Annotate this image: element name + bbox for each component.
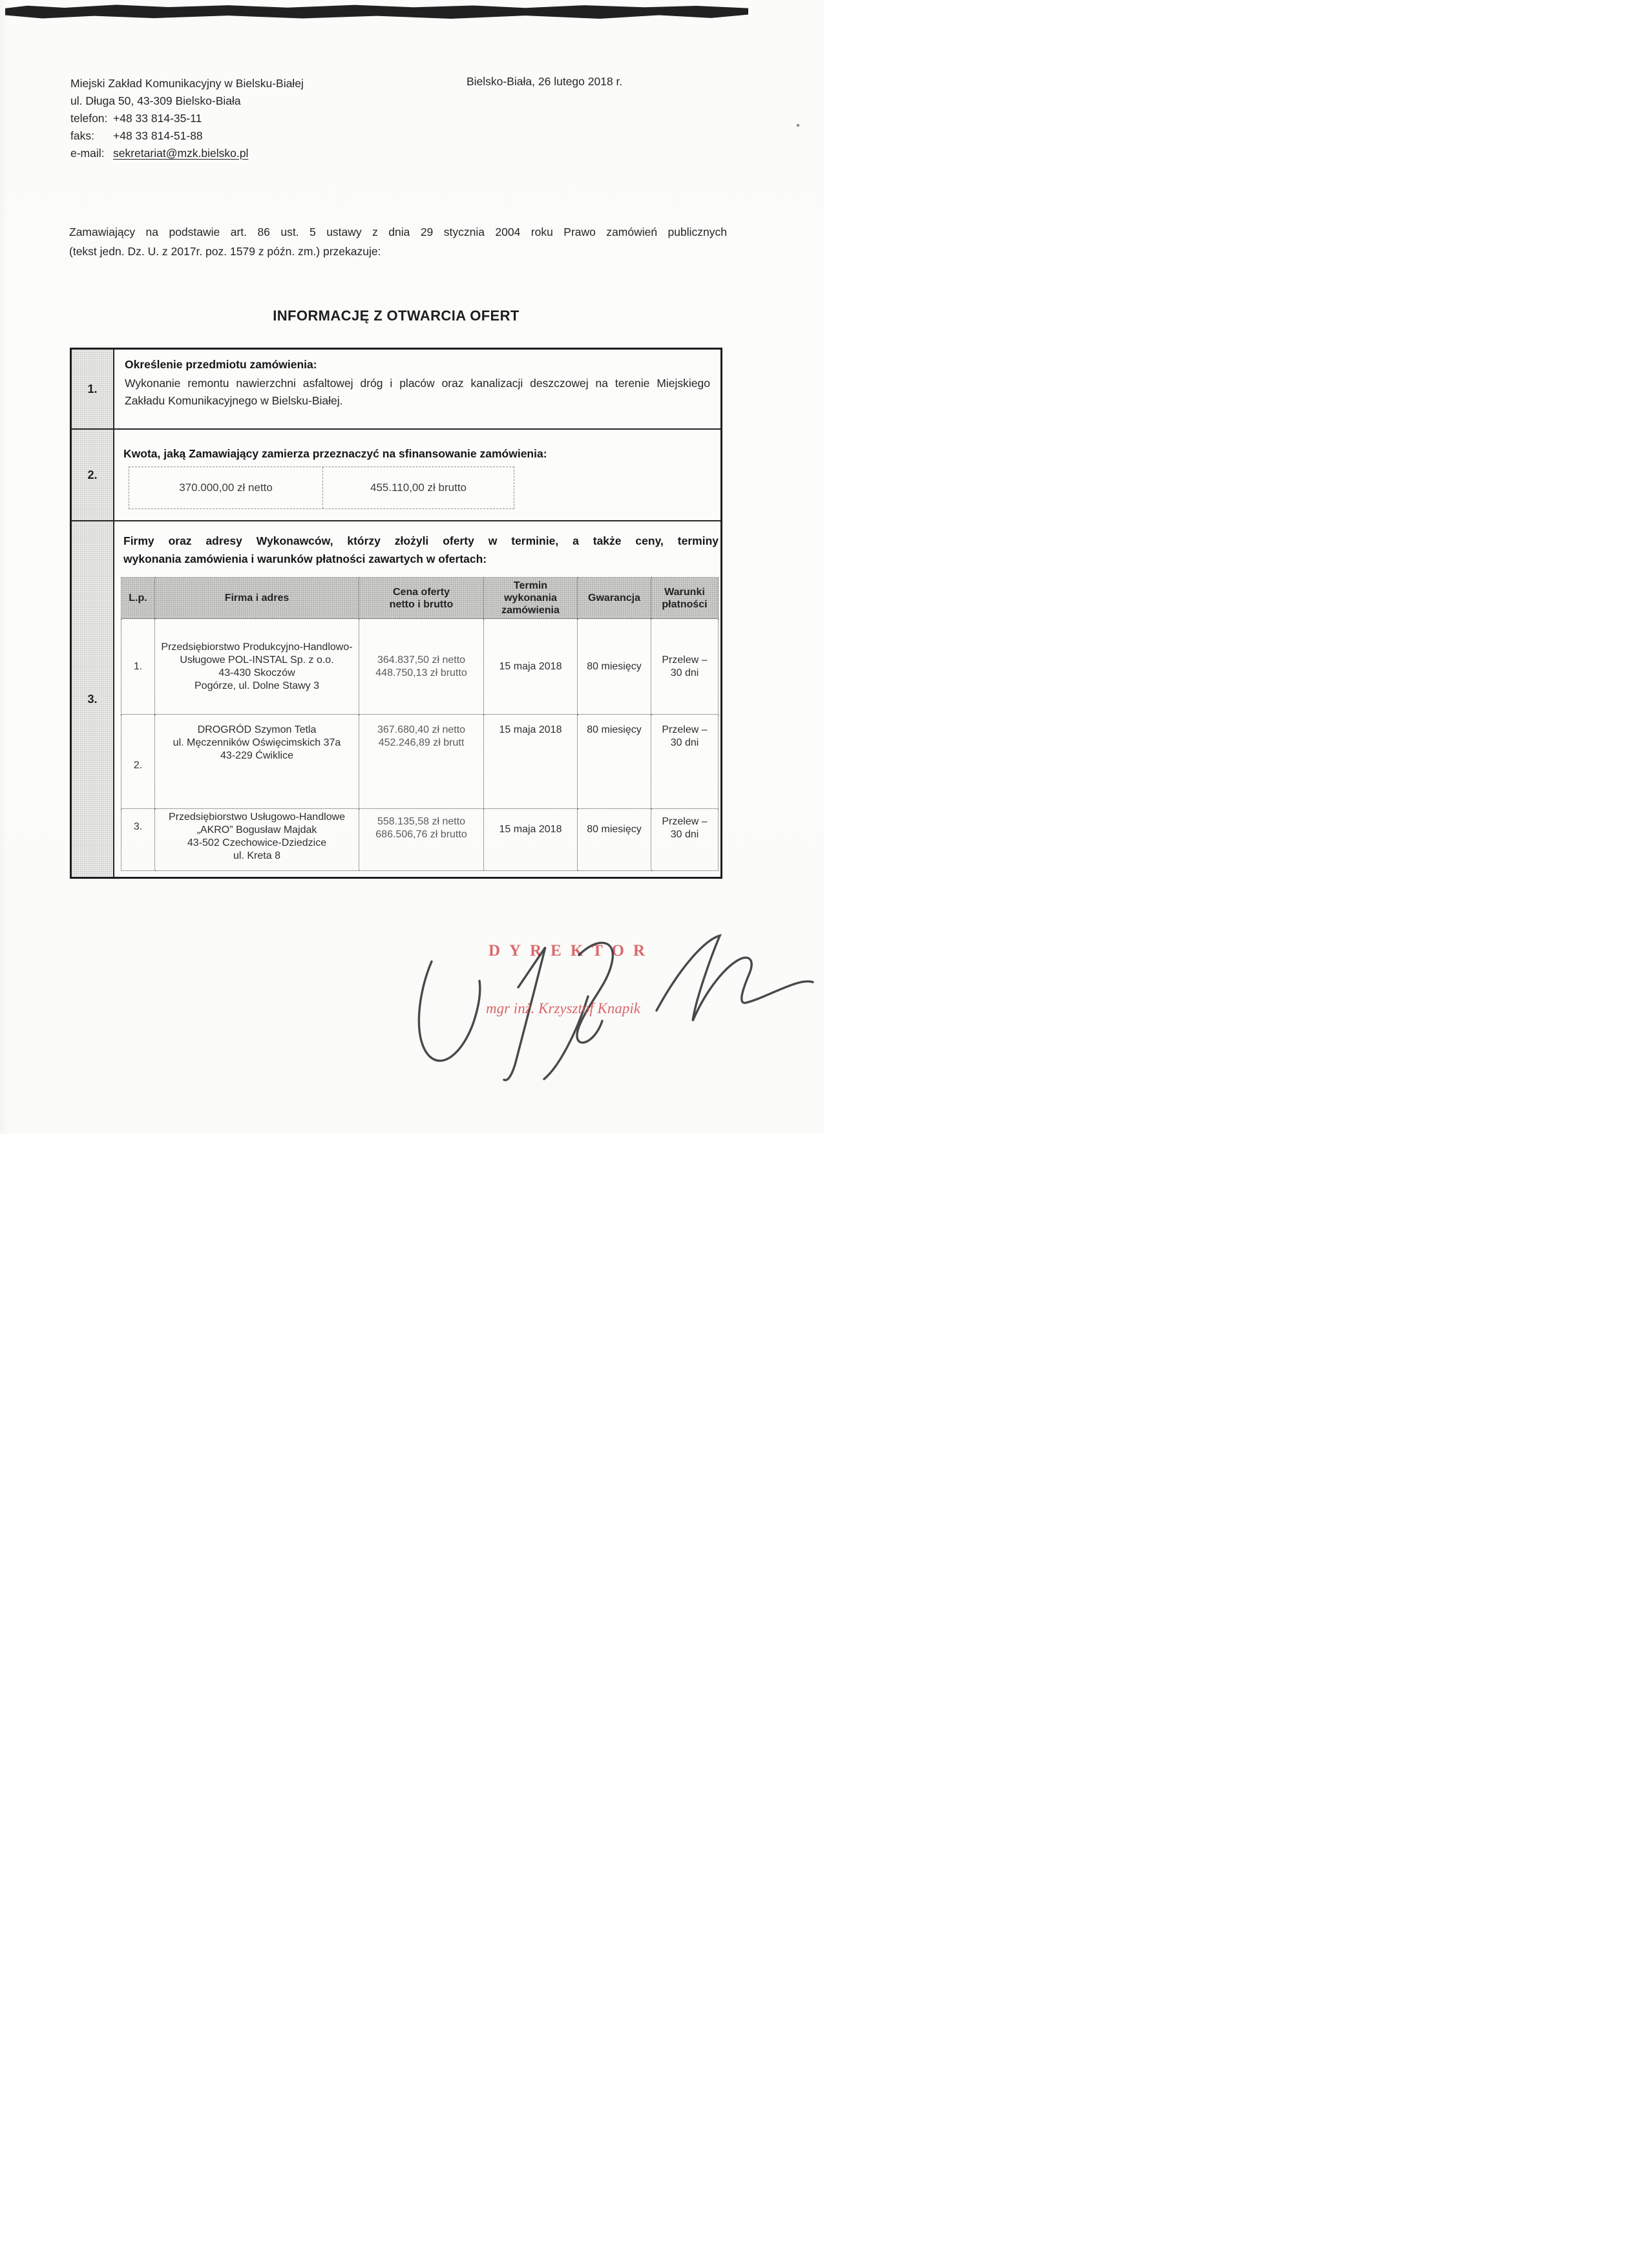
director-stamp-name: mgr inż. Krzysztof Knapik	[486, 1000, 640, 1016]
section-content-3	[114, 521, 728, 877]
offer-2-payment-cell: Przelew – 30 dni	[651, 715, 719, 809]
section-row-2	[72, 428, 720, 520]
letterhead	[70, 75, 304, 162]
dateline: Bielsko-Biała, 26 lutego 2018 r.	[467, 75, 623, 88]
offer-row-1	[121, 619, 719, 715]
section-content-1	[114, 350, 720, 428]
email-value: sekretariat@mzk.bielsko.pl	[113, 147, 249, 160]
offer-2-firm-cell: DROGRÓD Szymon Tetla ul. Męczenników Oświęcimskich 37a 43-229 Ćwiklice	[155, 715, 359, 809]
offers-header-term: Termin wykonania zamówienia	[484, 578, 578, 619]
amounts-box	[129, 467, 514, 509]
offer-1-firm-cell: Przedsiębiorstwo Produkcyjno-Handlowo- Usługowe POL-INSTAL Sp. z o.o. 43-430 Skoczów Pogórze, ul. Dolne Stawy 3	[155, 619, 359, 715]
email-label: e-mail:	[70, 147, 105, 160]
offers-header-price: Cena oferty netto i brutto	[359, 578, 484, 619]
offer-row-2	[121, 715, 719, 809]
section-content-2	[114, 430, 720, 520]
section-3-heading-line-2: wykonania zamówienia i warunków płatności zawartych w ofertach:	[123, 552, 487, 565]
section-row-3	[72, 520, 720, 877]
offers-table	[121, 577, 719, 871]
section-number-3: 3.	[72, 521, 114, 877]
scan-speck	[797, 124, 799, 127]
phone-value: +48 33 814-35-11	[113, 112, 202, 125]
offer-1-payment-cell: Przelew – 30 dni	[651, 619, 719, 715]
offer-3-firm-cell: Przedsiębiorstwo Usługowo-Handlowe „AKRO” Bogusław Majdak 43-502 Czechowice-Dziedzice ul. Kreta 8	[155, 809, 359, 871]
fax-value: +48 33 814-51-88	[113, 129, 203, 142]
section-number-1: 1.	[72, 350, 114, 428]
offers-header-lp: L.p.	[121, 578, 155, 619]
letterhead-name: Miejski Zakład Komunikacyjny w Bielsku-Białej	[70, 77, 304, 90]
offer-2-lp: 2.	[121, 715, 155, 809]
amount-brutto-cell: 455.110,00 zł brutto	[370, 481, 467, 494]
director-stamp-title: DYREKTOR	[488, 942, 655, 960]
offers-header-warranty: Gwarancja	[578, 578, 651, 619]
section-number-2: 2.	[72, 430, 114, 520]
phone-label: telefon:	[70, 112, 108, 125]
intro-line-1: Zamawiający na podstawie art. 86 ust. 5 ustawy z dnia 29 stycznia 2004 roku Prawo zamówień publicznych	[69, 226, 727, 238]
section-1-body-line-1: Wykonanie remontu nawierzchni asfaltowej dróg i placów oraz kanalizacji deszczowej na terenie Miejskiego	[125, 377, 710, 390]
offer-2-price-cell: 367.680,40 zł netto 452.246,89 zł brutt	[359, 715, 484, 809]
offer-1-term-cell: 15 maja 2018	[484, 619, 578, 715]
offers-header-payment: Warunki płatności	[651, 578, 719, 619]
offer-2-term-cell: 15 maja 2018	[484, 715, 578, 809]
offers-header-firm: Firma i adres	[155, 578, 359, 619]
offer-1-lp: 1.	[121, 619, 155, 715]
offer-3-lp: 3.	[121, 809, 155, 871]
amount-netto-cell: 370.000,00 zł netto	[129, 467, 323, 509]
offer-1-price-cell: 364.837,50 zł netto 448.750,13 zł brutto	[359, 619, 484, 715]
fax-label: faks:	[70, 129, 94, 142]
offer-2-warranty-cell: 80 miesięcy	[578, 715, 651, 809]
offer-3-term-cell: 15 maja 2018	[484, 809, 578, 871]
letterhead-address: ul. Długa 50, 43-309 Bielsko-Biała	[70, 94, 241, 107]
intro-line-2: (tekst jedn. Dz. U. z 2017r. poz. 1579 z późn. zm.) przekazuje:	[69, 245, 381, 258]
offer-3-payment-cell: Przelew – 30 dni	[651, 809, 719, 871]
offer-1-warranty-cell: 80 miesięcy	[578, 619, 651, 715]
section-1-body-line-2: Zakładu Komunikacyjnego w Bielsku-Białej.	[125, 394, 343, 407]
section-1-heading: Określenie przedmiotu zamówienia:	[125, 358, 317, 371]
info-table	[70, 348, 722, 879]
offer-row-3	[121, 809, 719, 871]
intro-paragraph	[69, 222, 727, 261]
section-2-heading: Kwota, jaką Zamawiający zamierza przeznaczyć na sfinansowanie zamówienia:	[123, 447, 547, 460]
document-title: INFORMACJĘ Z OTWARCIA OFERT	[273, 308, 520, 324]
offer-3-warranty-cell: 80 miesięcy	[578, 809, 651, 871]
offer-3-price-cell: 558.135,58 zł netto 686.506,76 zł brutto	[359, 809, 484, 871]
scanned-document-page	[0, 0, 824, 1134]
scan-artifact-top-bar	[5, 4, 748, 19]
section-3-heading-line-1: Firmy oraz adresy Wykonawców, którzy złożyli oferty w terminie, a także ceny, terminy	[123, 534, 719, 547]
section-row-1	[72, 350, 720, 428]
letterhead-contacts	[70, 110, 304, 162]
offers-header-row	[121, 578, 719, 619]
